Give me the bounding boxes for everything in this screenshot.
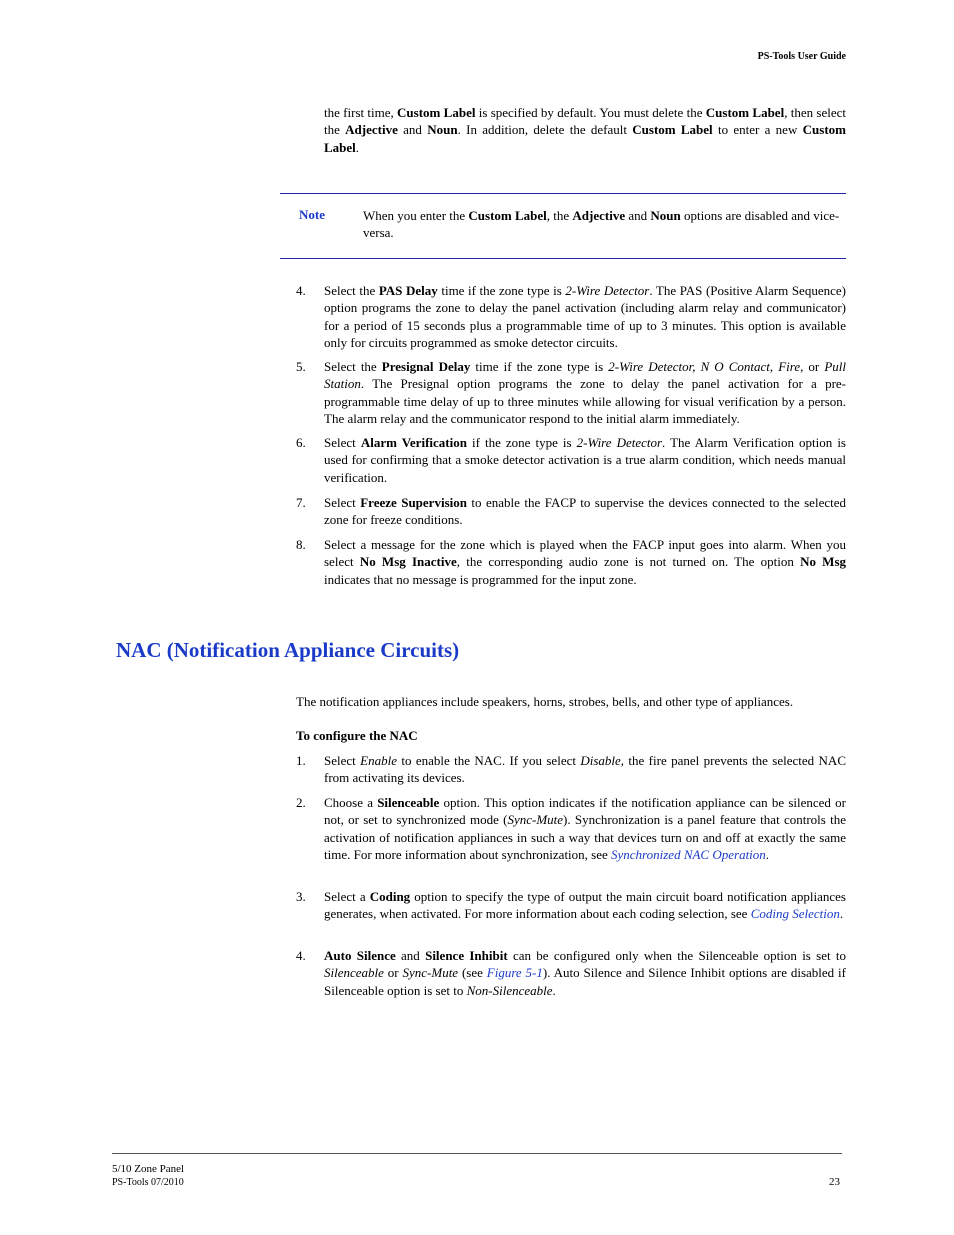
figure-5-1-link[interactable]: Figure 5-1 [486, 965, 543, 981]
footer-product: 5/10 Zone Panel [112, 1163, 185, 1175]
step-text: Select a message for the zone which is played when the FACP input goes into alarm. When you select No Msg Inactive, the corresponding audio zone is not turned on. The option No Msg indicates that no message is programmed for the input zone. [324, 537, 847, 587]
page-number: 23 [829, 1176, 840, 1188]
step-text: Choose a Silenceable option. This option indicates if the notification appliance can be silenced or not, or set to synchronized mode (Sync-Mute). Synchronization is a panel feature that controls the activation of notification appliances in such a way that devices turn on and off at exactly the same time. For more information about synchronization, see Synchronized NAC Operation. [324, 795, 847, 862]
intro-paragraph: the first time, Custom Label is specified by default. You must delete the Custom Label, then select the Adjective and Noun. In addition, delete the default Custom Label to enter a new Custom Label. [324, 105, 846, 155]
step-text: Select the PAS Delay time if the zone type is 2-Wire Detector. The PAS (Positive Alarm Sequence) option programs the zone to delay the panel activation (including alarm relay and communicator) for a period of 15 seconds plus a programmable time of up to 3 minutes. This option is available only for circuits programmed as smoke detector circuits. [324, 283, 846, 350]
step-number: 5. [296, 359, 306, 374]
step-number: 4. [296, 283, 306, 298]
note-top-rule [280, 193, 846, 194]
step-number: 4. [296, 948, 306, 963]
synchronized-nac-link[interactable]: Synchronized NAC Operation [611, 846, 766, 862]
procedure-heading: To configure the NAC [296, 728, 418, 743]
footer-version: PS-Tools 07/2010 [112, 1177, 184, 1188]
step-text: Select Freeze Supervision to enable the FACP to supervise the devices connected to the selected zone for freeze conditions. [324, 495, 846, 528]
section-intro: The notification appliances include speakers, horns, strobes, bells, and other type of appliances. [296, 694, 794, 709]
step-text: Auto Silence and Silence Inhibit can be configured only when the Silenceable option is set to Silenceable or Sync-Mute (see Figure 5-1). Auto Silence and Silence Inhibit options are disabled if Silenceable option is set to Non-Silenceable. [324, 948, 846, 998]
step-text: Select a Coding option to specify the type of output the main circuit board notification appliances generates, when activated. For more information about each coding selection, see Coding Selection. [324, 889, 846, 922]
step-text: Select Alarm Verification if the zone type is 2-Wire Detector. The Alarm Verification option is used for confirming that a smoke detector activation is a true alarm condition, which needs manual verification. [324, 435, 846, 485]
note-label: Note [299, 207, 325, 222]
step-number: 6. [296, 435, 306, 450]
note-text: When you enter the Custom Label, the Adjective and Noun options are disabled and vice-versa. [363, 208, 840, 241]
running-header: PS-Tools User Guide [757, 51, 846, 62]
step-text: Select the Presignal Delay time if the zone type is 2-Wire Detector, N O Contact, Fire, or Pull Station. The Presignal option programs the zone to delay the panel activation for a pre-programmable time delay of up to three minutes while allowing for visual verification by a person. The alarm relay and the communicator respond to the initial alarm immediately. [324, 359, 846, 426]
step-number: 7. [296, 495, 306, 510]
step-number: 1. [296, 753, 306, 768]
step-number: 8. [296, 537, 306, 552]
step-text: Select Enable to enable the NAC. If you select Disable, the fire panel prevents the selected NAC from activating its devices. [324, 753, 846, 786]
coding-selection-link[interactable]: Coding Selection [750, 906, 840, 922]
footer-rule [112, 1153, 842, 1154]
note-bottom-rule [280, 258, 846, 259]
step-number: 3. [296, 889, 306, 904]
section-heading: NAC (Notification Appliance Circuits) [116, 638, 460, 662]
step-number: 2. [296, 795, 306, 810]
